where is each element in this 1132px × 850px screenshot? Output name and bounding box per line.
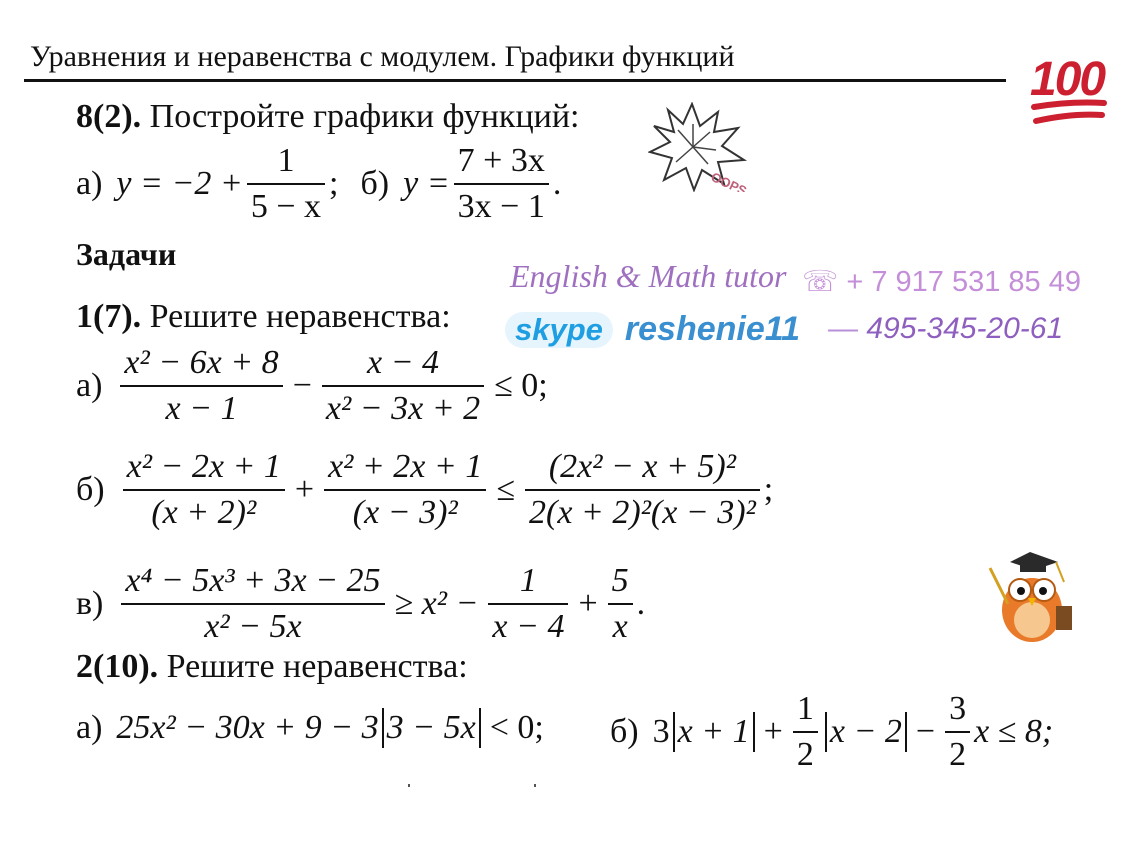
task1-c-fraction-1: $\frac{\text{x⁴ − 5x³ + 3x − 25}}{\text{x² − 5x}}$ [121,562,384,646]
stray-mark [408,784,410,787]
task2-b-fraction-1: $\frac{1}{2}$ [793,690,818,774]
page-title: Уравнения и неравенства с модулем. Графики функций [30,40,735,73]
tutor-phone-2: — 495-345-20-61 [828,312,1064,345]
task8-heading: 8(2). Постройте графики функций: [76,98,580,135]
header-rule [24,79,1006,82]
task8-b-label: б) [360,165,390,202]
task1-c-fraction-2: $\frac{1}{x - 4}$ [488,562,568,646]
hundred-emoji-icon: 100 [1030,52,1108,129]
task1-heading: 1(7). Решите неравенства: [76,298,451,335]
task2-b-fraction-2: $\frac{3}{2}$ [945,690,970,774]
task1-a-fraction-1: $\frac{\text{x² − 6x + 8}}{x - 1}$ [120,344,282,428]
task1-b-fraction-2: $\frac{\text{x² + 2x + 1}}{\text{(x − 3)²}}$ [324,448,486,532]
stray-mark [534,784,536,787]
task2-b: б) 3 x + 1 + $\frac{1}{2}$ x − 2 − $\frac{3}{2}$ x ≤ 8; [610,690,1054,773]
oops-text: OOPS [708,169,750,192]
task8-a-fraction: $\frac{1}{5 - x}$ [247,142,325,226]
task8-a-lhs: y = −2 + [116,165,243,202]
task1-b-fraction-1: $\frac{\text{x² − 2x + 1}}{\text{(x + 2)²}}$ [123,448,285,532]
task1-c-fraction-3: $\frac{5}{x}$ [608,562,633,646]
task1-a: а) $\frac{\text{x² − 6x + 8}}{x - 1}$ − $\frac{x - 4}{\text{x² − 3x + 2}}$ ≤ 0; [76,344,548,427]
underline-strokes-icon [1030,99,1108,129]
task8-b-fraction: $\frac{7 + 3x}{3x - 1}$ [454,142,549,226]
skype-username: reshenie11 [624,310,801,348]
task1-b-fraction-3: $\frac{\text{(2x² − x + 5)²}}{\text{2(x + 2)²(x − 3)²}}$ [525,448,760,532]
oops-burst-icon [648,102,758,197]
task1-c: в) $\frac{\text{x⁴ − 5x³ + 3x − 25}}{\text{x² − 5x}}$ ≥ x² − $\frac{1}{x - 4}$ + $\frac{5}{x}$ . [76,562,646,645]
section-title: Задачи [76,236,177,272]
task8-a-label: а) [76,165,103,202]
skype-logo-icon: skype [505,312,613,348]
task2-a: а) 25x² − 30x + 9 − 3 3 − 5x < 0; [76,709,544,746]
task1-b: б) $\frac{\text{x² − 2x + 1}}{\text{(x + 2)²}}$ + $\frac{\text{x² + 2x + 1}}{\text{(x − 3)²}}$ ≤ $\frac{\text{(2x² − x + 5)²}}{\text{2(x + 2)²(x − 3)²}}$ ; [76,448,774,531]
task1-a-fraction-2: $\frac{x - 4}{\text{x² − 3x + 2}}$ [322,344,484,428]
tutor-title: English & Math tutor [510,258,787,294]
tutor-phone: ☏ + 7 917 531 85 49 [802,266,1081,298]
task2-heading: 2(10). Решите неравенства: [76,648,468,685]
task8-b-lhs: y = [403,165,450,202]
owl-mascot-icon [980,548,1080,653]
task8-equations: а) y = −2 + $\frac{1}{5 - x}$ ; б) y = $\frac{7 + 3x}{3x - 1}$ . [76,142,562,225]
